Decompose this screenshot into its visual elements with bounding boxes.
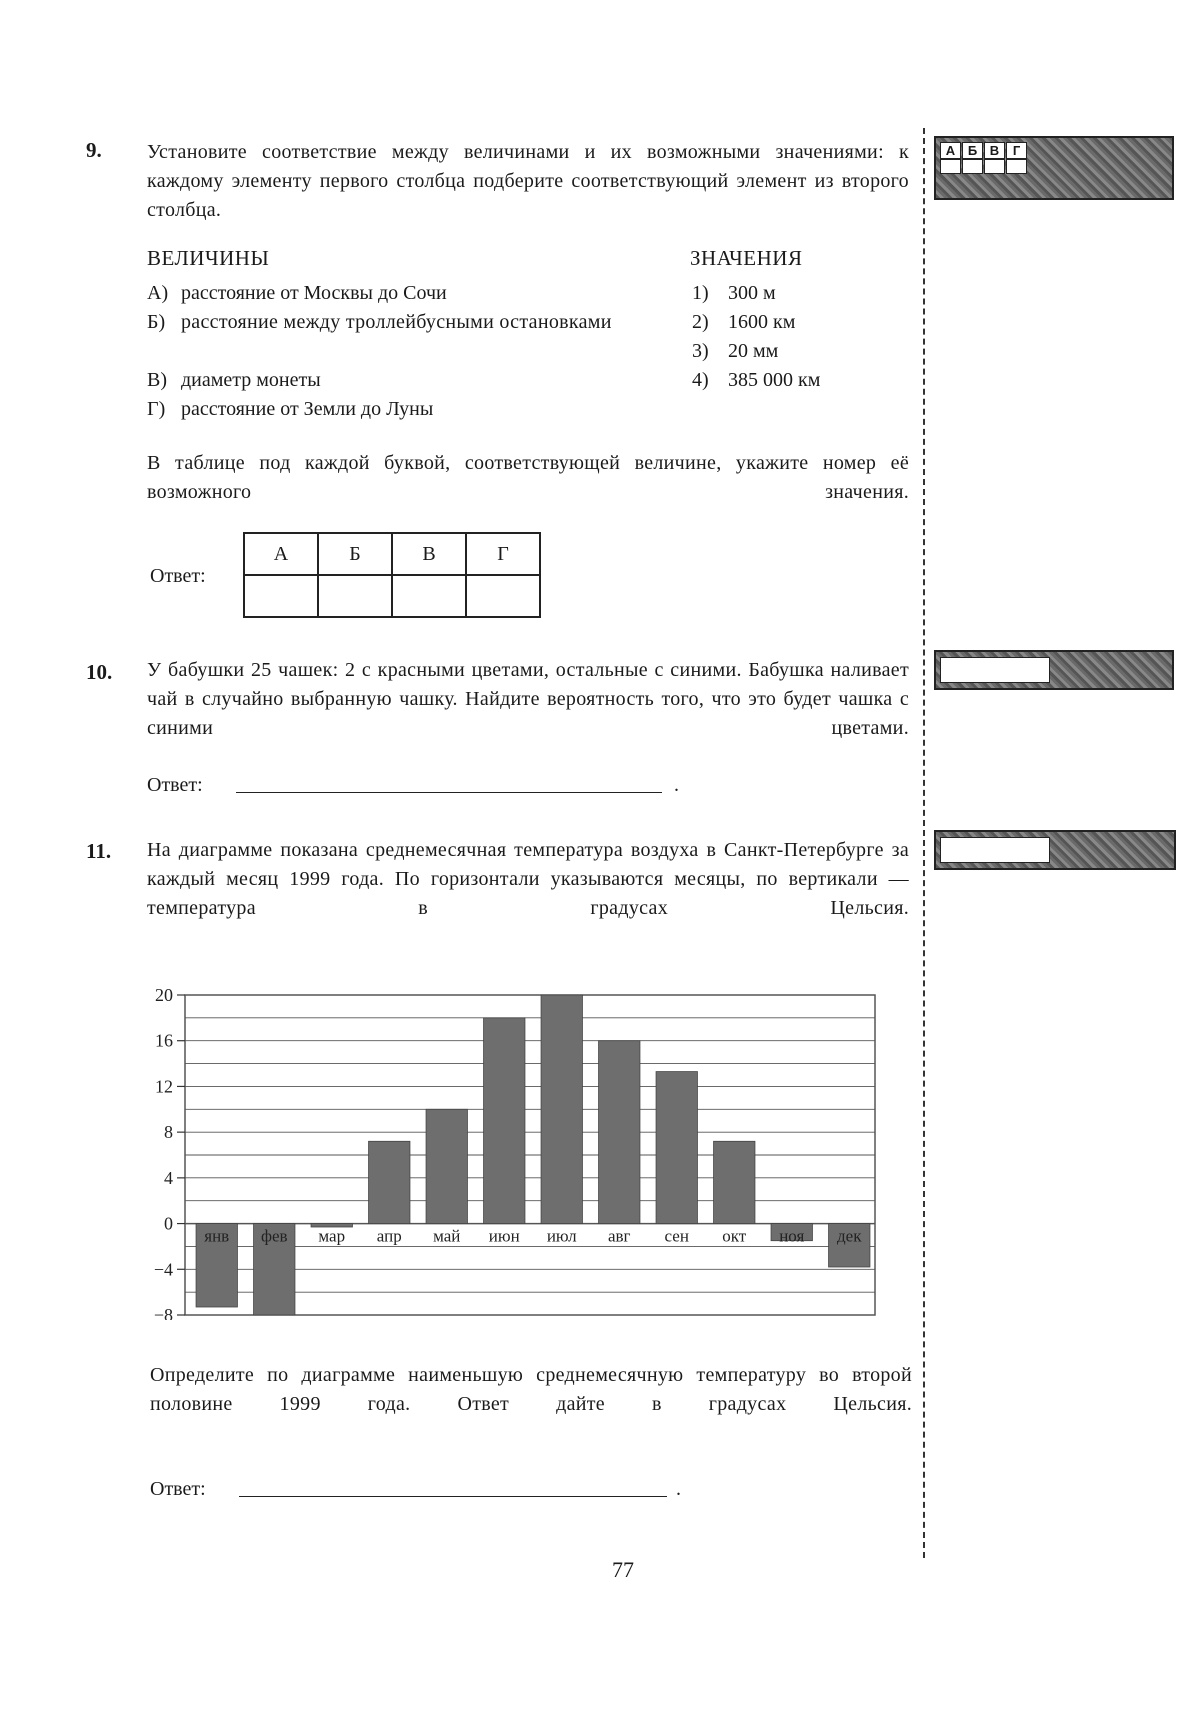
q10-margin-answer-box bbox=[934, 650, 1174, 690]
q9-value-3-label: 3) bbox=[692, 340, 709, 362]
q9-value-2: 1600 км bbox=[728, 311, 796, 333]
x-tick-label: сен bbox=[664, 1226, 689, 1246]
q9-margin-answer-box bbox=[934, 136, 1174, 200]
q10-text: У бабушки 25 чашек: 2 с красными цветами, остальные с синими. Бабушка наливает чай в случайно выбранную чашку. Найдите вероятность того, что это будет чашка с синими цветами. bbox=[147, 659, 909, 739]
q11-question: Определите по диаграмме наименьшую среднемесячную температуру во второй половине 1999 года. Ответ дайте в градусах Цельсия. bbox=[150, 1364, 912, 1415]
q9-instruction: В таблице под каждой буквой, соответствующей величине, укажите номер её возможного значения. bbox=[147, 452, 909, 503]
q10-number: 10. bbox=[86, 660, 113, 684]
y-tick-label: −4 bbox=[153, 1259, 173, 1280]
y-tick-label: 16 bbox=[155, 1030, 173, 1051]
q10-margin-answer-field[interactable] bbox=[940, 657, 1050, 683]
q10-answer-label: Ответ: bbox=[147, 774, 203, 796]
x-tick-label: авг bbox=[607, 1226, 631, 1246]
q9-answer-cell-a[interactable] bbox=[244, 575, 318, 617]
q9-answer-cell-v[interactable] bbox=[392, 575, 466, 617]
q9-right-header: ЗНАЧЕНИЯ bbox=[690, 246, 803, 270]
chart-y-ticks bbox=[154, 985, 173, 1320]
margin-letter-b: Б bbox=[962, 142, 983, 159]
x-tick-label: фев bbox=[260, 1226, 288, 1246]
q9-value-1: 300 м bbox=[728, 282, 776, 304]
y-tick-label: 4 bbox=[164, 1167, 173, 1188]
q9-table-header-b: Б bbox=[318, 533, 392, 575]
x-tick-label: апр bbox=[376, 1226, 402, 1246]
margin-cell-a[interactable] bbox=[940, 159, 961, 174]
page-number: 77 bbox=[612, 1557, 634, 1582]
q9-value-4-label: 4) bbox=[692, 369, 709, 391]
margin-cell-b[interactable] bbox=[962, 159, 983, 174]
margin-cell-v[interactable] bbox=[984, 159, 1005, 174]
q9-quantity-d-label: Г) bbox=[147, 398, 166, 420]
q9-quantity-a-label: А) bbox=[147, 282, 169, 304]
q11-number: 11. bbox=[86, 839, 112, 863]
q10-answer-line[interactable] bbox=[236, 770, 662, 793]
q9-quantity-d: расстояние от Земли до Луны bbox=[181, 398, 434, 420]
q9-value-1-label: 1) bbox=[692, 282, 709, 304]
q11-text: На диаграмме показана среднемесячная температура воздуха в Санкт-Петербурге за каждый месяц 1999 года. По горизонтали указываются месяцы, по вертикали — температура в градусах Цельсия. bbox=[147, 839, 909, 919]
q9-table-header-v: В bbox=[392, 533, 466, 575]
q9-table-header-g: Г bbox=[466, 533, 540, 575]
q9-quantity-b: расстояние между троллейбусными остановками bbox=[181, 311, 612, 333]
bar-апр bbox=[369, 1141, 410, 1223]
q10-answer-dot: . bbox=[674, 774, 679, 796]
q9-number: 9. bbox=[86, 138, 102, 162]
y-tick-label: 20 bbox=[155, 985, 173, 1005]
q9-left-header: ВЕЛИЧИНЫ bbox=[147, 246, 270, 270]
q9-value-4: 385 000 км bbox=[728, 369, 821, 391]
q9-value-3: 20 мм bbox=[728, 340, 779, 362]
x-tick-label: май bbox=[433, 1226, 461, 1246]
q11-answer-dot: . bbox=[676, 1478, 681, 1500]
q9-table-header-a: А bbox=[244, 533, 318, 575]
temperature-chart bbox=[130, 980, 890, 1320]
bar-авг bbox=[599, 1041, 640, 1224]
bar-май bbox=[426, 1109, 467, 1223]
q9-text: Установите соответствие между величинами и их возможными значениями: к каждому элементу первого столбца подберите соответствующий элемент из второго столбца. bbox=[147, 141, 909, 221]
margin-cell-g[interactable] bbox=[1006, 159, 1027, 174]
q9-quantity-c: диаметр монеты bbox=[181, 369, 321, 391]
bar-июн bbox=[484, 1018, 525, 1224]
bar-сен bbox=[656, 1072, 697, 1224]
q9-quantity-b-label: Б) bbox=[147, 311, 166, 333]
bar-окт bbox=[714, 1141, 755, 1223]
q9-quantity-a: расстояние от Москвы до Сочи bbox=[181, 282, 447, 304]
q11-margin-answer-field[interactable] bbox=[940, 837, 1050, 863]
q9-answer-cell-g[interactable] bbox=[466, 575, 540, 617]
bar-июл bbox=[541, 995, 582, 1224]
y-tick-label: −8 bbox=[153, 1305, 173, 1320]
y-tick-label: 12 bbox=[155, 1076, 173, 1097]
x-tick-label: июл bbox=[546, 1226, 577, 1246]
cut-line bbox=[923, 128, 925, 1558]
q9-answer-label: Ответ: bbox=[150, 565, 206, 587]
q11-answer-line[interactable] bbox=[239, 1474, 667, 1497]
margin-letter-v: В bbox=[984, 142, 1005, 159]
x-tick-label: окт bbox=[722, 1226, 747, 1246]
q11-answer-label: Ответ: bbox=[150, 1478, 206, 1500]
margin-letter-a: А bbox=[940, 142, 961, 159]
y-tick-label: 8 bbox=[164, 1122, 173, 1143]
q9-answer-cell-b[interactable] bbox=[318, 575, 392, 617]
x-tick-label: ноя bbox=[779, 1226, 805, 1246]
q9-quantity-c-label: В) bbox=[147, 369, 167, 391]
x-tick-label: июн bbox=[488, 1226, 520, 1246]
q9-value-2-label: 2) bbox=[692, 311, 709, 333]
x-tick-label: янв bbox=[204, 1226, 230, 1246]
x-tick-label: мар bbox=[318, 1226, 346, 1246]
x-tick-label: дек bbox=[837, 1226, 862, 1246]
y-tick-label: 0 bbox=[164, 1213, 173, 1234]
q9-answer-table bbox=[243, 532, 541, 618]
q11-margin-answer-box bbox=[934, 830, 1176, 870]
margin-letter-g: Г bbox=[1006, 142, 1027, 159]
